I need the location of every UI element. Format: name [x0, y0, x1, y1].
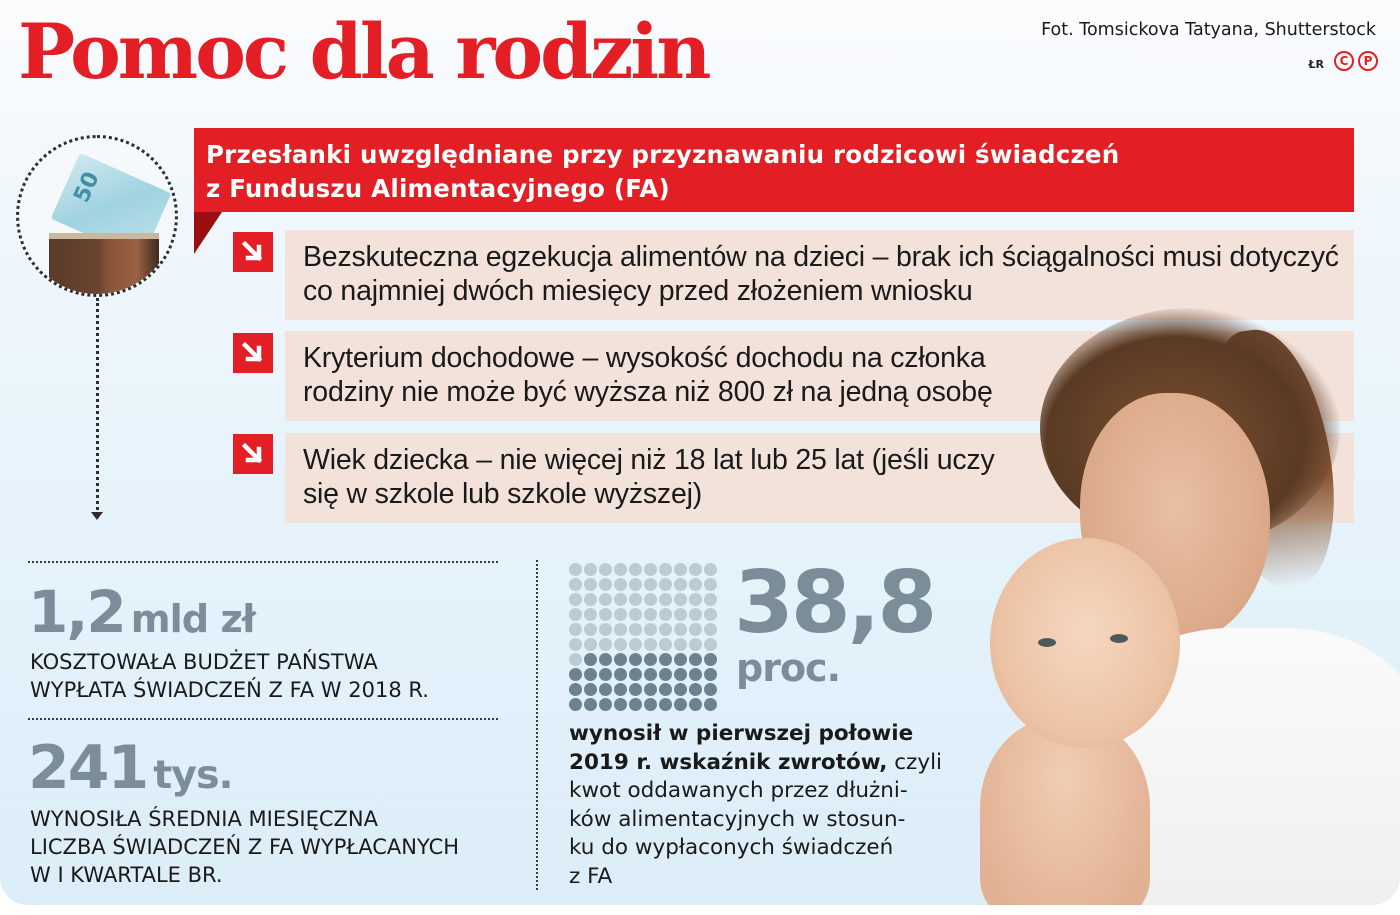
grid-dot	[674, 653, 687, 666]
grid-dot	[569, 683, 582, 696]
photo-credit: Fot. Tomsickova Tatyana, Shutterstock	[1041, 20, 1376, 40]
grid-dot	[689, 653, 702, 666]
grid-dot	[674, 608, 687, 621]
grid-dot	[599, 593, 612, 606]
arrow-down-right-icon	[233, 232, 273, 272]
grid-dot	[599, 563, 612, 576]
photo-baby-body	[980, 718, 1150, 905]
stat-monthly-line2: LICZBA ŚWIADCZEŃ Z FA WYPŁACANYCH	[30, 835, 460, 859]
grid-dot	[674, 593, 687, 606]
grid-dot	[614, 608, 627, 621]
banknote-value: 50	[69, 168, 105, 207]
grid-dot	[629, 668, 642, 681]
grid-dot	[584, 638, 597, 651]
grid-dot	[704, 683, 717, 696]
criteria-heading-line2: z Funduszu Alimentacyjnego (FA)	[206, 174, 670, 203]
grid-dot	[704, 668, 717, 681]
stat-monthly-line1: WYNOSIŁA ŚREDNIA MIESIĘCZNA	[30, 807, 378, 831]
logo-c-icon: C	[1334, 51, 1354, 71]
grid-dot	[599, 608, 612, 621]
grid-dot	[704, 608, 717, 621]
stat-recovery-line5: ku do wypłaconych świadczeń	[569, 835, 894, 860]
grid-dot	[584, 668, 597, 681]
grid-dot	[614, 638, 627, 651]
publisher-logo	[1308, 51, 1378, 71]
grid-dot	[599, 638, 612, 651]
grid-dot	[584, 608, 597, 621]
grid-dot	[644, 563, 657, 576]
criterion-text-line2: co najmniej dwóch miesięcy przed złożeniem wniosku	[303, 275, 973, 307]
stat-budget-line2: WYPŁATA ŚWIADCZEŃ Z FA W 2018 R.	[30, 678, 429, 702]
grid-dot	[674, 698, 687, 711]
grid-dot	[584, 683, 597, 696]
grid-dot	[584, 578, 597, 591]
stat-recovery-bold-line2: 2019 r. wskaźnik zwrotów,	[569, 749, 888, 775]
grid-dot	[659, 563, 672, 576]
grid-dot	[659, 608, 672, 621]
grid-dot	[599, 698, 612, 711]
grid-dot	[704, 623, 717, 636]
banner-fold	[194, 212, 222, 254]
criterion-text-line2: rodziny nie może być wyższa niż 800 zł na jedną osobę	[303, 376, 993, 408]
grid-dot	[704, 593, 717, 606]
grid-dot	[629, 623, 642, 636]
stat-monthly-value	[28, 733, 233, 803]
grid-dot	[689, 668, 702, 681]
grid-dot	[644, 623, 657, 636]
dotted-connector	[96, 298, 99, 516]
grid-dot	[659, 638, 672, 651]
grid-dot	[569, 593, 582, 606]
grid-dot	[599, 683, 612, 696]
wallet-with-banknote-icon	[16, 135, 178, 297]
stat-recovery-unit: proc.	[736, 646, 841, 690]
grid-dot	[569, 623, 582, 636]
photo-baby-eye	[1110, 634, 1128, 643]
author-initials: ŁR	[1308, 57, 1324, 71]
grid-dot	[689, 578, 702, 591]
grid-dot	[614, 698, 627, 711]
grid-dot	[569, 608, 582, 621]
grid-dot	[644, 593, 657, 606]
grid-dot	[659, 683, 672, 696]
grid-dot	[569, 578, 582, 591]
stat-budget-line1: KOSZTOWAŁA BUDŻET PAŃSTWA	[30, 650, 378, 674]
grid-dot	[644, 698, 657, 711]
grid-dot	[704, 578, 717, 591]
criterion-text-line1: Kryterium dochodowe – wysokość dochodu na członka	[303, 342, 986, 374]
stat-budget-number: 1,2	[28, 578, 125, 646]
grid-dot	[659, 668, 672, 681]
stat-recovery-line2-rest: czyli	[887, 749, 943, 775]
grid-dot	[629, 563, 642, 576]
wallet-image	[49, 233, 159, 297]
arrow-down-right-icon	[233, 333, 273, 373]
grid-dot	[644, 668, 657, 681]
grid-dot	[584, 698, 597, 711]
grid-dot	[689, 638, 702, 651]
grid-dot	[614, 683, 627, 696]
grid-dot	[584, 563, 597, 576]
logo-p-icon: P	[1358, 51, 1378, 71]
grid-dot	[629, 578, 642, 591]
stat-recovery-line4: ków alimentacyjnych w stosun-	[569, 806, 906, 832]
divider	[28, 561, 498, 563]
stat-recovery-value: 38,8	[734, 553, 935, 653]
grid-dot	[569, 638, 582, 651]
grid-dot	[629, 608, 642, 621]
grid-dot	[644, 683, 657, 696]
stat-monthly-line3: W I KWARTALE BR.	[30, 863, 223, 887]
grid-dot	[644, 608, 657, 621]
grid-dot	[614, 668, 627, 681]
divider	[28, 718, 498, 720]
stat-recovery-bold-line1: wynosił w pierwszej połowie	[569, 721, 914, 746]
grid-dot	[674, 563, 687, 576]
grid-dot	[614, 623, 627, 636]
grid-dot	[614, 563, 627, 576]
grid-dot	[569, 698, 582, 711]
grid-dot	[629, 698, 642, 711]
vertical-divider	[536, 560, 538, 890]
grid-dot	[599, 578, 612, 591]
photo-baby-eye	[1038, 638, 1056, 647]
grid-dot	[674, 683, 687, 696]
grid-dot	[704, 563, 717, 576]
stat-monthly-description	[30, 805, 459, 889]
grid-dot	[674, 638, 687, 651]
arrow-down-right-icon	[233, 434, 273, 474]
grid-dot	[629, 683, 642, 696]
stat-monthly-number: 241	[28, 733, 148, 803]
grid-dot	[689, 563, 702, 576]
mother-kissing-baby-photo	[920, 298, 1400, 905]
grid-dot	[659, 578, 672, 591]
grid-dot	[704, 653, 717, 666]
criteria-heading-line1: Przesłanki uwzględniane przy przyznawaniu rodzicowi świadczeń	[206, 140, 1120, 169]
stat-budget-description	[30, 648, 429, 704]
photo-baby-head	[990, 538, 1180, 748]
grid-dot	[569, 668, 582, 681]
grid-dot	[674, 578, 687, 591]
stat-recovery-description	[569, 720, 949, 891]
grid-dot	[674, 623, 687, 636]
grid-dot	[629, 593, 642, 606]
grid-dot	[614, 593, 627, 606]
grid-dot	[644, 653, 657, 666]
grid-dot	[614, 578, 627, 591]
grid-dot	[704, 638, 717, 651]
grid-dot	[569, 653, 582, 666]
criterion-text-line1: Wiek dziecka – nie więcej niż 18 lat lub 25 lat (jeśli uczy	[303, 444, 995, 476]
grid-dot	[659, 593, 672, 606]
recovery-rate-dot-grid	[568, 562, 718, 712]
grid-dot	[644, 578, 657, 591]
grid-dot	[689, 683, 702, 696]
grid-dot	[599, 623, 612, 636]
grid-dot	[689, 623, 702, 636]
stat-recovery-line3: kwot oddawanych przez dłużni-	[569, 778, 908, 803]
grid-dot	[689, 608, 702, 621]
criteria-heading	[194, 128, 1354, 212]
stat-budget-value	[28, 578, 255, 646]
grid-dot	[689, 698, 702, 711]
grid-dot	[599, 653, 612, 666]
grid-dot	[614, 653, 627, 666]
criterion-text-line2: się w szkole lub szkole wyższej)	[303, 478, 703, 510]
grid-dot	[659, 653, 672, 666]
grid-dot	[599, 668, 612, 681]
stat-monthly-unit: tys.	[153, 752, 233, 798]
grid-dot	[704, 698, 717, 711]
grid-dot	[629, 653, 642, 666]
grid-dot	[584, 653, 597, 666]
grid-dot	[659, 623, 672, 636]
stat-budget-unit: mld zł	[130, 597, 255, 642]
grid-dot	[629, 638, 642, 651]
grid-dot	[569, 563, 582, 576]
criterion-text-line1: Bezskuteczna egzekucja alimentów na dzieci – brak ich ściągalności musi dotyczyć	[303, 241, 1339, 273]
grid-dot	[644, 638, 657, 651]
page-title: Pomoc dla rodzin	[18, 7, 709, 96]
grid-dot	[659, 698, 672, 711]
grid-dot	[689, 593, 702, 606]
stat-recovery-line6: z FA	[569, 863, 613, 889]
grid-dot	[584, 623, 597, 636]
grid-dot	[584, 593, 597, 606]
grid-dot	[674, 668, 687, 681]
connector-arrow-icon	[91, 512, 103, 520]
